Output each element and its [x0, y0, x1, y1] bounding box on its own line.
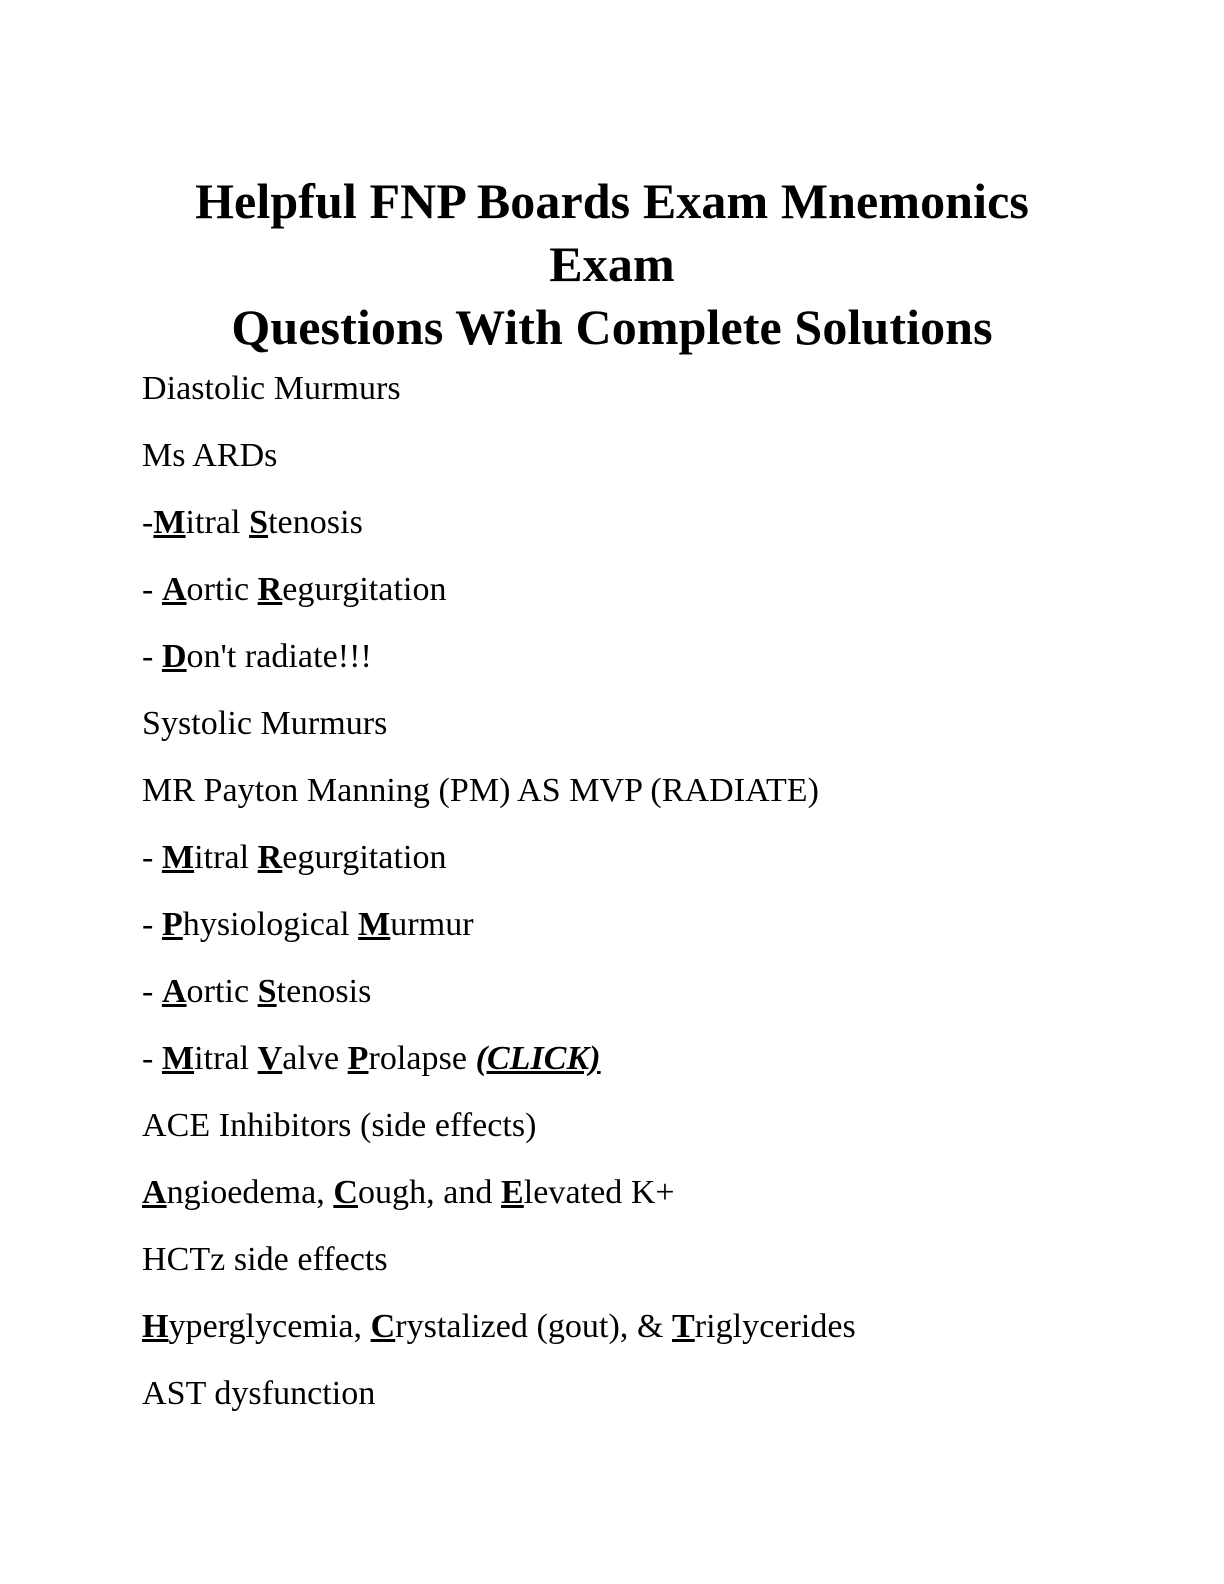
mnemonic-letter: V	[257, 1040, 283, 1077]
text-run: -	[142, 973, 162, 1010]
mnemonic-letter: A	[142, 1174, 167, 1211]
text-run: hysiological	[182, 906, 359, 943]
text-run: levated K+	[523, 1174, 675, 1211]
text-run: ortic	[186, 571, 258, 608]
hctz-heading	[142, 1226, 1102, 1293]
text-run: ough, and	[357, 1174, 502, 1211]
ast-heading	[142, 1360, 1102, 1427]
text-run: -	[142, 571, 162, 608]
text-run: MR Payton Manning (PM) AS MVP (RADIATE)	[142, 772, 819, 809]
mnemonic-letter: C	[370, 1308, 396, 1345]
mnemonic-letter: C	[333, 1174, 358, 1211]
page-title-line-2: Questions With Complete Solutions	[231, 298, 993, 355]
mnemonic-letter: P	[161, 906, 183, 943]
mnemonic-letter: D	[161, 638, 187, 675]
mitral-stenosis	[142, 489, 1102, 556]
text-run: alve	[282, 1040, 348, 1077]
physiological-murmur	[142, 891, 1102, 958]
hctz-mnemonic	[142, 1293, 1102, 1360]
text-run: Diastolic Murmurs	[142, 370, 401, 407]
text-run: rolapse	[368, 1040, 476, 1077]
text-run: yperglycemia,	[168, 1308, 371, 1345]
text-run: rystalized (gout), &	[395, 1308, 672, 1345]
text-run: ACE Inhibitors (side effects)	[142, 1107, 537, 1144]
diastolic-mnemonic	[142, 422, 1102, 489]
mnemonic-letter: S	[249, 504, 269, 541]
mnemonic-letter: T	[672, 1308, 695, 1345]
text-run: -	[142, 906, 162, 943]
text-run: ortic	[186, 973, 258, 1010]
ace-inhibitors-mnemonic	[142, 1159, 1102, 1226]
aortic-stenosis	[142, 958, 1102, 1025]
text-run: HCTz side effects	[142, 1241, 388, 1278]
mnemonic-letter: H	[142, 1308, 169, 1345]
document-body	[142, 355, 1102, 1427]
mnemonic-letter: S	[257, 973, 277, 1010]
page-title	[142, 170, 1082, 359]
text-run: tenosis	[276, 973, 372, 1010]
mnemonic-letter: P	[347, 1040, 369, 1077]
mnemonic-letter: M	[161, 839, 195, 876]
dont-radiate	[142, 623, 1102, 690]
page-title-line-1: Helpful FNP Boards Exam Mnemonics Exam	[195, 172, 1029, 292]
text-run: itral	[194, 839, 258, 876]
aortic-regurgitation	[142, 556, 1102, 623]
text-run: Ms ARDs	[142, 437, 278, 474]
mnemonic-letter: A	[161, 571, 187, 608]
text-run: on't radiate!!!	[186, 638, 372, 675]
text-run: -	[142, 1040, 162, 1077]
mnemonic-letter: E	[501, 1174, 524, 1211]
mnemonic-letter: R	[257, 839, 283, 876]
text-run: egurgitation	[282, 571, 447, 608]
click-annotation: (CLICK)	[475, 1040, 601, 1077]
text-run: -	[142, 638, 162, 675]
mitral-regurgitation	[142, 824, 1102, 891]
mnemonic-letter: M	[153, 504, 186, 541]
text-run: ngioedema,	[166, 1174, 334, 1211]
systolic-murmurs-heading	[142, 690, 1102, 757]
diastolic-murmurs-heading	[142, 355, 1102, 422]
text-run: urmur	[390, 906, 474, 943]
text-run: itral	[194, 1040, 258, 1077]
mnemonic-letter: M	[358, 906, 391, 943]
text-run: tenosis	[268, 504, 363, 541]
ace-inhibitors-heading	[142, 1092, 1102, 1159]
systolic-mnemonic	[142, 757, 1102, 824]
text-run: -	[142, 839, 162, 876]
text-run: Systolic Murmurs	[142, 705, 388, 742]
mitral-valve-prolapse	[142, 1025, 1102, 1092]
text-run: itral	[185, 504, 250, 541]
text-run: egurgitation	[282, 839, 447, 876]
mnemonic-letter: M	[161, 1040, 195, 1077]
mnemonic-letter: A	[161, 973, 187, 1010]
text-run: riglycerides	[694, 1308, 856, 1345]
mnemonic-letter: R	[257, 571, 283, 608]
text-run: AST dysfunction	[142, 1375, 376, 1412]
text-run: -	[142, 504, 154, 541]
